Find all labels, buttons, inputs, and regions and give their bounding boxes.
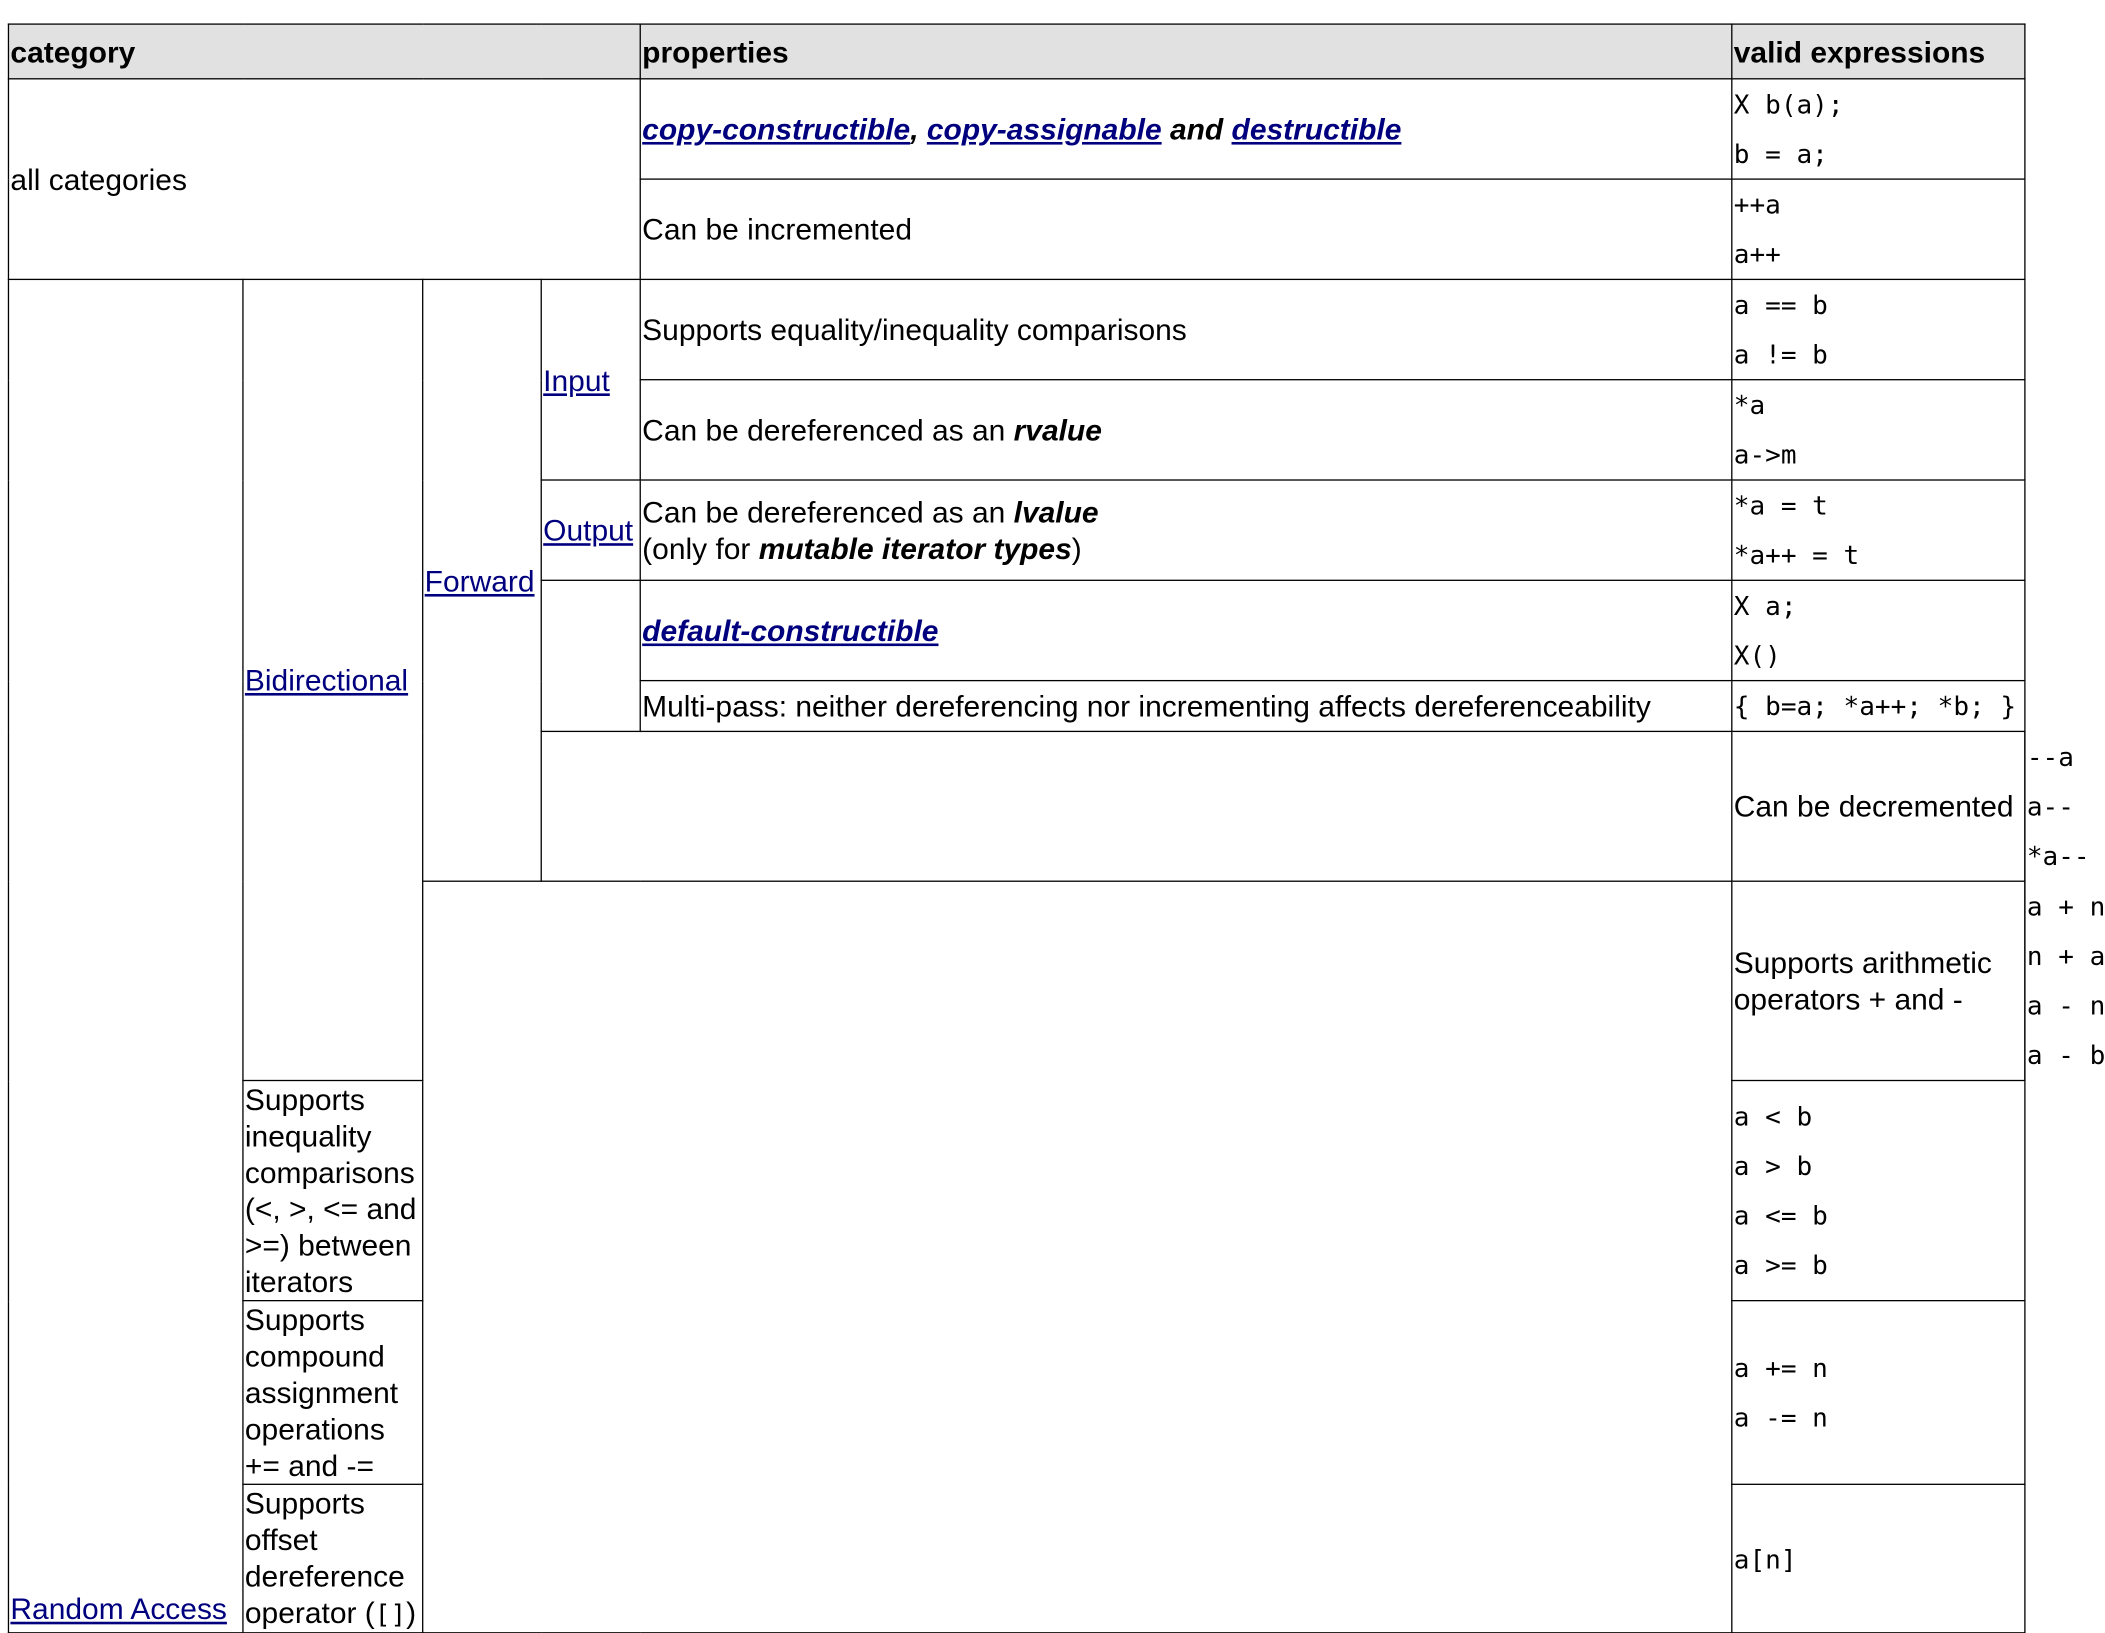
link-input[interactable]: Input [543, 362, 610, 397]
link-forward[interactable]: Forward [424, 563, 535, 598]
property-copy [640, 79, 1732, 179]
offset-suffix: ) [406, 1595, 417, 1630]
offset-operator: [] [374, 1598, 407, 1630]
category-input-cell [541, 279, 640, 480]
expr-eq [1732, 279, 2025, 379]
rvalue-term: rvalue [1013, 412, 1102, 447]
expression-line: *a = t [1733, 489, 1828, 522]
and-text: and [1161, 112, 1232, 146]
property-default-constructible [640, 580, 1732, 680]
link-copy-constructible[interactable]: copy-constructible [642, 112, 911, 146]
property-lvalue [640, 480, 1732, 580]
expr-rval [1732, 380, 2025, 480]
expression-line: a->m [1733, 438, 1797, 471]
property-inequality: Supports inequality comparisons (<, >, <= and >=) between iterators [243, 1081, 423, 1301]
mutable-types-term: mutable iterator types [758, 531, 1072, 566]
category-random-access-cell [8, 279, 242, 1632]
property-decremented: Can be decremented [1732, 731, 2025, 881]
only-for-prefix: (only for [642, 531, 759, 566]
expr-offset [1732, 1484, 2025, 1632]
expression-line: a <= b [1733, 1199, 1828, 1231]
property-incremented: Can be incremented [640, 179, 1732, 279]
category-bidirectional-cell [243, 279, 423, 1080]
expression-line: a++ [1733, 238, 1781, 270]
category-empty-cell [423, 881, 1732, 1633]
expression-line: a -= n [1733, 1401, 1828, 1433]
property-rvalue [640, 380, 1732, 480]
expression-line: a > b [1733, 1150, 1813, 1182]
comma-text: , [910, 112, 927, 146]
link-default-constructible[interactable]: default-constructible [642, 613, 939, 648]
lvalue-prefix: Can be dereferenced as an [642, 494, 1014, 529]
header-properties: properties [640, 24, 1732, 79]
expression-line: a != b [1733, 338, 1828, 370]
header-category: category [8, 24, 640, 79]
expr-incr [1732, 179, 2025, 279]
expr-lval [1732, 480, 2025, 580]
link-output[interactable]: Output [543, 513, 634, 548]
expression-line: X b(a); [1733, 88, 1844, 120]
table-row [8, 79, 2024, 179]
expr-multipass [1732, 681, 2025, 732]
header-valid-expressions: valid expressions [1732, 24, 2025, 79]
only-for-suffix: ) [1071, 531, 1082, 566]
expression-line: a == b [1733, 289, 1828, 321]
lvalue-term: lvalue [1013, 494, 1099, 529]
expression-line: b = a; [1733, 138, 1828, 170]
iterator-categories-table [8, 23, 2105, 1633]
header-row [8, 24, 2024, 79]
table-row: Supports arithmetic operators + and - a + n n + a a - n a - b [8, 881, 2024, 1080]
expression-line: { b=a; *a++; *b; } [1733, 690, 2017, 722]
link-copy-assignable[interactable]: copy-assignable [926, 112, 1162, 146]
property-equality: Supports equality/inequality comparisons [640, 279, 1732, 379]
property-arithmetic: Supports arithmetic operators + and - [1732, 881, 2025, 1080]
offset-prefix: Supports offset dereference operator ( [244, 1486, 405, 1630]
link-bidirectional[interactable]: Bidirectional [244, 663, 409, 697]
expr-defc [1732, 580, 2025, 680]
link-random-access[interactable]: Random Access [10, 1591, 227, 1626]
expression-line: *a++ = t [1733, 539, 1860, 571]
expression-line: X a; [1733, 590, 1797, 622]
expr-cmp [1732, 1081, 2025, 1301]
expression-line: a < b [1733, 1100, 1813, 1132]
table-row: Can be decremented --a a-- *a-- [8, 731, 2024, 881]
category-all: all categories [8, 79, 640, 280]
expression-line: ++a [1733, 188, 1781, 221]
expr-compound [1732, 1301, 2025, 1485]
link-destructible[interactable]: destructible [1231, 112, 1402, 146]
category-empty-cell [541, 580, 640, 731]
category-output-cell [541, 480, 640, 580]
category-empty-cell [541, 731, 1732, 881]
expression-line: X() [1733, 639, 1781, 671]
expression-line: a += n [1733, 1352, 1828, 1384]
expression-line: *a [1733, 389, 1766, 421]
expression-line: a >= b [1733, 1249, 1828, 1281]
property-multipass: Multi-pass: neither dereferencing nor incrementing affects dereferenceability [640, 681, 1732, 732]
expression-line: a[n] [1733, 1542, 1797, 1575]
category-forward-cell [423, 279, 542, 881]
property-compound: Supports compound assignment operations += and -= [243, 1301, 423, 1485]
property-offset [243, 1484, 423, 1632]
table-row [8, 279, 2024, 379]
rvalue-prefix: Can be dereferenced as an [642, 412, 1014, 447]
expr-copy [1732, 79, 2025, 179]
